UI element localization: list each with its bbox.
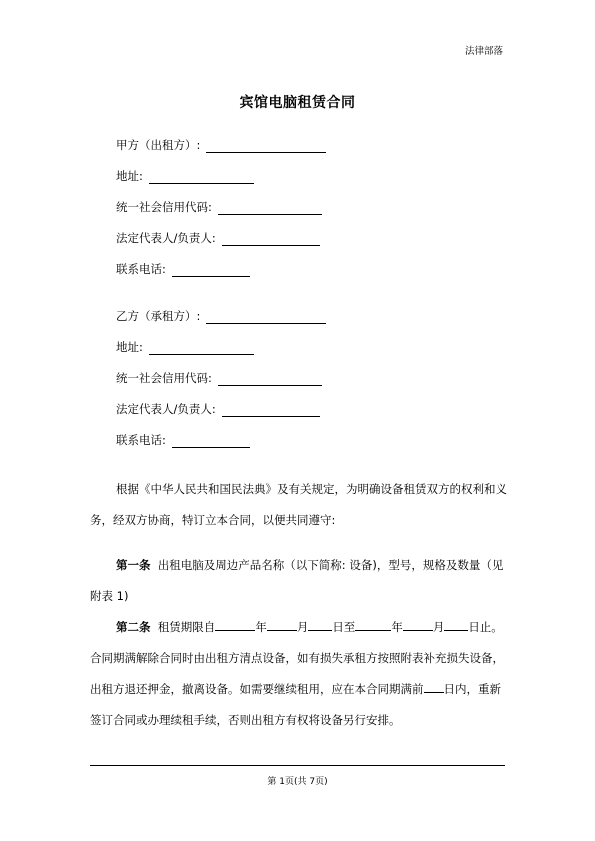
article-1-label: 第一条 xyxy=(116,558,151,572)
party-b-name-field xyxy=(116,308,326,324)
start-day-blank xyxy=(308,618,332,631)
article-2-label: 第二条 xyxy=(116,620,151,634)
article-2-month-2: 月 xyxy=(432,620,445,634)
party-b-address-field xyxy=(116,339,254,355)
end-day-blank xyxy=(444,618,468,631)
article-2-paragraph xyxy=(90,612,510,736)
party-b-name-blank xyxy=(206,310,326,324)
party-b-phone-blank xyxy=(172,434,250,448)
page-number: 第 1页(共 7页) xyxy=(267,777,328,787)
party-b-representative-label: 法定代表人/负责人: xyxy=(116,402,216,416)
article-2-ending: 日内，重新签订合同或办理续租手续，否则出租方有权将设备另行安排。 xyxy=(90,682,501,727)
end-month-blank xyxy=(403,618,433,631)
party-b-name-label: 乙方（承租方）: xyxy=(116,309,201,323)
party-a-representative-blank xyxy=(222,232,320,246)
party-a-address-field xyxy=(116,168,254,184)
article-1-paragraph xyxy=(90,550,510,612)
party-b-credit-code-field xyxy=(116,370,322,386)
party-b-phone-label: 联系电话: xyxy=(116,433,166,447)
party-a-phone-label: 联系电话: xyxy=(116,262,166,276)
party-a-representative-label: 法定代表人/负责人: xyxy=(116,231,216,245)
end-year-blank xyxy=(355,618,391,631)
party-a-name-label: 甲方（出租方）: xyxy=(116,138,201,152)
renewal-days-blank xyxy=(424,680,444,693)
article-2-day-to: 日至 xyxy=(332,620,356,634)
party-a-phone-field xyxy=(116,261,250,277)
start-year-blank xyxy=(215,618,255,631)
party-a-credit-code-label: 统一社会信用代码: xyxy=(116,200,212,214)
party-a-credit-code-blank xyxy=(218,201,322,215)
article-2-body: 日止。合同期满解除合同时由出租方清点设备，如有损失承租方按照附表补充损失设备，出租方退还押金，撤离设备。如需要继续租用，应在本合同期满前 xyxy=(90,620,504,696)
article-1-text: 出租电脑及周边产品名称（以下简称: 设备)，型号，规格及数量（见附表 1) xyxy=(90,558,504,603)
party-b-credit-code-blank xyxy=(218,372,322,386)
party-b-phone-field xyxy=(116,432,250,448)
party-b-representative-blank xyxy=(222,403,320,417)
contract-title: 宾馆电脑租赁合同 xyxy=(239,95,356,111)
party-a-credit-code-field xyxy=(116,199,322,215)
start-month-blank xyxy=(267,618,297,631)
footer-divider xyxy=(90,765,505,766)
preamble-paragraph: 根据《中华人民共和国民法典》及有关规定，为明确设备租赁双方的权利和义务，经双方协商，特订立本合同，以便共同遵守: xyxy=(90,482,507,527)
party-a-name-blank xyxy=(206,139,326,153)
party-a-representative-field xyxy=(116,230,320,246)
party-a-phone-blank xyxy=(172,263,250,277)
party-a-name-field xyxy=(116,137,326,153)
party-b-credit-code-label: 统一社会信用代码: xyxy=(116,371,212,385)
party-a-address-label: 地址: xyxy=(116,169,143,183)
article-2-month-1: 月 xyxy=(296,620,309,634)
party-b-address-label: 地址: xyxy=(116,340,143,354)
article-2-year-1: 年 xyxy=(255,620,267,634)
party-b-representative-field xyxy=(116,401,320,417)
article-2-text-start: 租赁期限自 xyxy=(157,620,216,634)
article-2-year-2: 年 xyxy=(391,620,403,634)
party-b-address-blank xyxy=(149,341,254,355)
header-brand: 法律部落 xyxy=(464,46,503,57)
party-a-address-blank xyxy=(149,170,254,184)
